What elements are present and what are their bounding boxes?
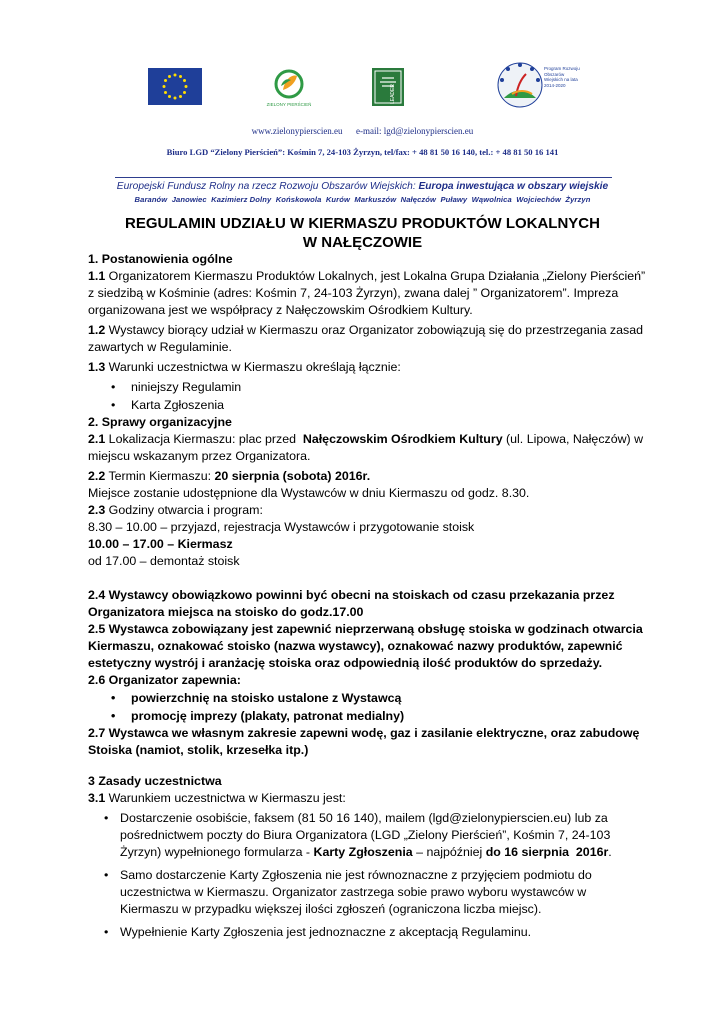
list-item: • Samo dostarczenie Karty Zgłoszenia nie jest równoznaczne z przyjęciem podmiotu do uczestnictwa w Kiermaszu. Organizator zastrzega sobie prawo wyboru wystawców w Kiermaszu w przypadku większej ilości zgłoszeń (ograniczona liczba miejsc). <box>88 867 648 918</box>
item-1-form-name: Karty Zgłoszenia <box>313 845 413 859</box>
para-2-1-text-c: (ul. Lipowa, Nałęczów) w miejscu wskazanym przez Organizatora. <box>88 432 644 463</box>
contact-line: www.zielonypierscien.eu e-mail: lgd@zielonypierscien.eu <box>251 126 474 136</box>
leader-logo-text: LEADER <box>390 83 396 105</box>
municipalities-list: Baranów Janowiec Kazimierz Dolny Końskowola Kurów Markuszów Nałęczów Puławy Wąwolnica Wojciechów Żyrzyn <box>134 195 591 204</box>
prow-logo <box>496 60 580 110</box>
schedule-line-3: od 17.00 – demontaż stoisk <box>88 554 240 568</box>
prow-logo-text: Program Rozwoju Obszarów Wiejskich na lata 2014-2020 <box>544 66 580 88</box>
para-1-1-number: 1.1 <box>88 269 106 283</box>
conditions-list <box>88 378 648 414</box>
para-2-1-number: 2.1 <box>88 432 106 446</box>
prow-star-icon <box>496 60 580 110</box>
para-2-5: 2.5 Wystawca zobowiązany jest zapewnić nieprzerwaną obsługę stoiska w godzinach otwarcia Kiermaszu, oznakować stoisko (nazwa wystawcy), oznakować nazwy produktów, zapewnić estetyczny wystrój i aranżację stoiska oraz odpowiednią ilość produktów do sprzedaży. <box>88 622 643 670</box>
zielony-pierscien-logo <box>265 66 313 110</box>
section-1-heading: 1. Postanowienia ogólne <box>88 252 233 266</box>
para-2-3 <box>88 502 648 519</box>
para-2-7: 2.7 Wystawca we własnym zakresie zapewni wodę, gaz i zasilanie elektryczne, oraz zabudowę Stoiska (namiot, stolik, krzesełka itp.) <box>88 726 640 757</box>
para-2-1-text-a: Lokalizacja Kiermaszu: plac przed <box>105 432 303 446</box>
para-2-4: 2.4 Wystawcy obowiązkowo powinni być obecni na stoiskach od czasu przekazania przez Organizatora miejsca na stoisko do godz.17.00 <box>88 588 615 619</box>
leaf-logo-caption: ZIELONY PIERŚCIEŃ <box>266 102 312 107</box>
para-1-2-text: Wystawcy biorący udział w Kiermaszu oraz Organizator zobowiązują się do przestrzegania zasad zawartych w Regulaminie. <box>88 323 643 354</box>
header-divider <box>115 177 612 178</box>
organizer-provides-list <box>88 689 648 725</box>
schedule-line-1: 8.30 – 10.00 – przyjazd, rejestracja Wystawców i przygotowanie stoisk <box>88 520 475 534</box>
para-2-1-venue: Nałęczowskim Ośrodkiem Kultury <box>302 432 503 446</box>
para-2-2-text-a: Termin Kiermaszu: <box>105 469 215 483</box>
fund-prefix: Europejski Fundusz Rolny na rzecz Rozwoju Obszarów Wiejskich: <box>116 181 416 192</box>
item-1-text-e: . <box>608 845 612 859</box>
document-body <box>88 251 648 941</box>
leader-icon <box>372 68 404 106</box>
section-2-heading: 2. Sprawy organizacyjne <box>88 415 232 429</box>
document-title <box>0 214 725 252</box>
list-item: • promocję imprezy (plakaty, patronat medialny) <box>88 707 648 725</box>
section-3-heading: 3 Zasady uczestnictwa <box>88 774 222 788</box>
para-1-1-text: Organizatorem Kiermaszu Produktów Lokalnych, jest Lokalna Grupa Działania „Zielony Pierścień” z siedzibą w Kośminie (adres: Kośmin 7, 24-103 Żyrzyn), zwana dalej ” Organizatorem”. Impreza organizowana jest we współpracy z Nałęczowskim Ośrodkiem Kultury. <box>88 269 646 317</box>
para-1-3-text: Warunki uczestnictwa w Kiermaszu określają łącznie: <box>105 360 401 374</box>
title-line-2: W NAŁĘCZOWIE <box>302 234 423 251</box>
eu-flag-logo <box>148 68 202 105</box>
item-1-text-c: – najpóźniej <box>412 845 486 859</box>
para-1-3-number: 1.3 <box>88 360 106 374</box>
fund-motto: Europa inwestująca w obszary wiejskie <box>418 181 609 192</box>
para-3-1-text: Warunkiem uczestnictwa w Kiermaszu jest: <box>105 791 346 805</box>
office-address: Biuro LGD “Zielony Pierścień”: Kośmin 7, 24-103 Żyrzyn, tel/fax: + 48 81 50 16 140, tel.: + 48 81 50 16 141 <box>166 147 559 157</box>
logo-bar <box>0 60 725 112</box>
list-item: • Wypełnienie Karty Zgłoszenia jest jednoznaczne z akceptacją Regulaminu. <box>88 924 648 941</box>
list-item: • powierzchnię na stoisko ustalone z Wystawcą <box>88 689 648 707</box>
schedule-line-2: 10.00 – 17.00 – Kiermasz <box>88 537 233 551</box>
list-item: • niniejszy Regulamin <box>88 378 648 396</box>
para-2-1 <box>88 431 648 465</box>
title-line-1: REGULAMIN UDZIAŁU W KIERMASZU PRODUKTÓW LOKALNYCH <box>125 215 600 232</box>
fund-line <box>0 180 725 193</box>
item-1-text-a: Dostarczenie osobiście, faksem (81 50 16 140), mailem (lgd@zielonypierscien.eu) lub za pośrednictwem poczty do Biura Organizatora (LGD „Zielony Pierścień”, Kośmin 7, 24-103 Żyrzyn) wypełnionego formularza - <box>120 811 611 859</box>
list-item: • Karta Zgłoszenia <box>88 396 648 414</box>
list-item <box>88 810 648 861</box>
leaf-ring-icon <box>265 66 313 110</box>
para-2-2-line-2: Miejsce zostanie udostępnione dla Wystawców w dniu Kiermaszu od godz. 8.30. <box>88 486 530 500</box>
eu-stars-icon <box>148 68 202 105</box>
participation-conditions-list <box>88 810 648 941</box>
para-2-2-number: 2.2 <box>88 469 106 483</box>
para-1-3 <box>88 359 648 376</box>
para-2-2 <box>88 468 648 485</box>
para-1-2-number: 1.2 <box>88 323 106 337</box>
para-3-1-number: 3.1 <box>88 791 106 805</box>
para-1-2 <box>88 322 648 356</box>
item-1-deadline: do 16 sierpnia 2016r <box>485 845 609 859</box>
para-2-2-date: 20 sierpnia (sobota) 2016r. <box>214 469 371 483</box>
para-2-3-number: 2.3 <box>88 503 106 517</box>
para-2-3-text: Godziny otwarcia i program: <box>105 503 263 517</box>
para-3-1 <box>88 790 648 807</box>
para-2-6: 2.6 Organizator zapewnia: <box>88 673 241 687</box>
para-1-1 <box>88 268 648 319</box>
leader-logo <box>372 68 404 106</box>
